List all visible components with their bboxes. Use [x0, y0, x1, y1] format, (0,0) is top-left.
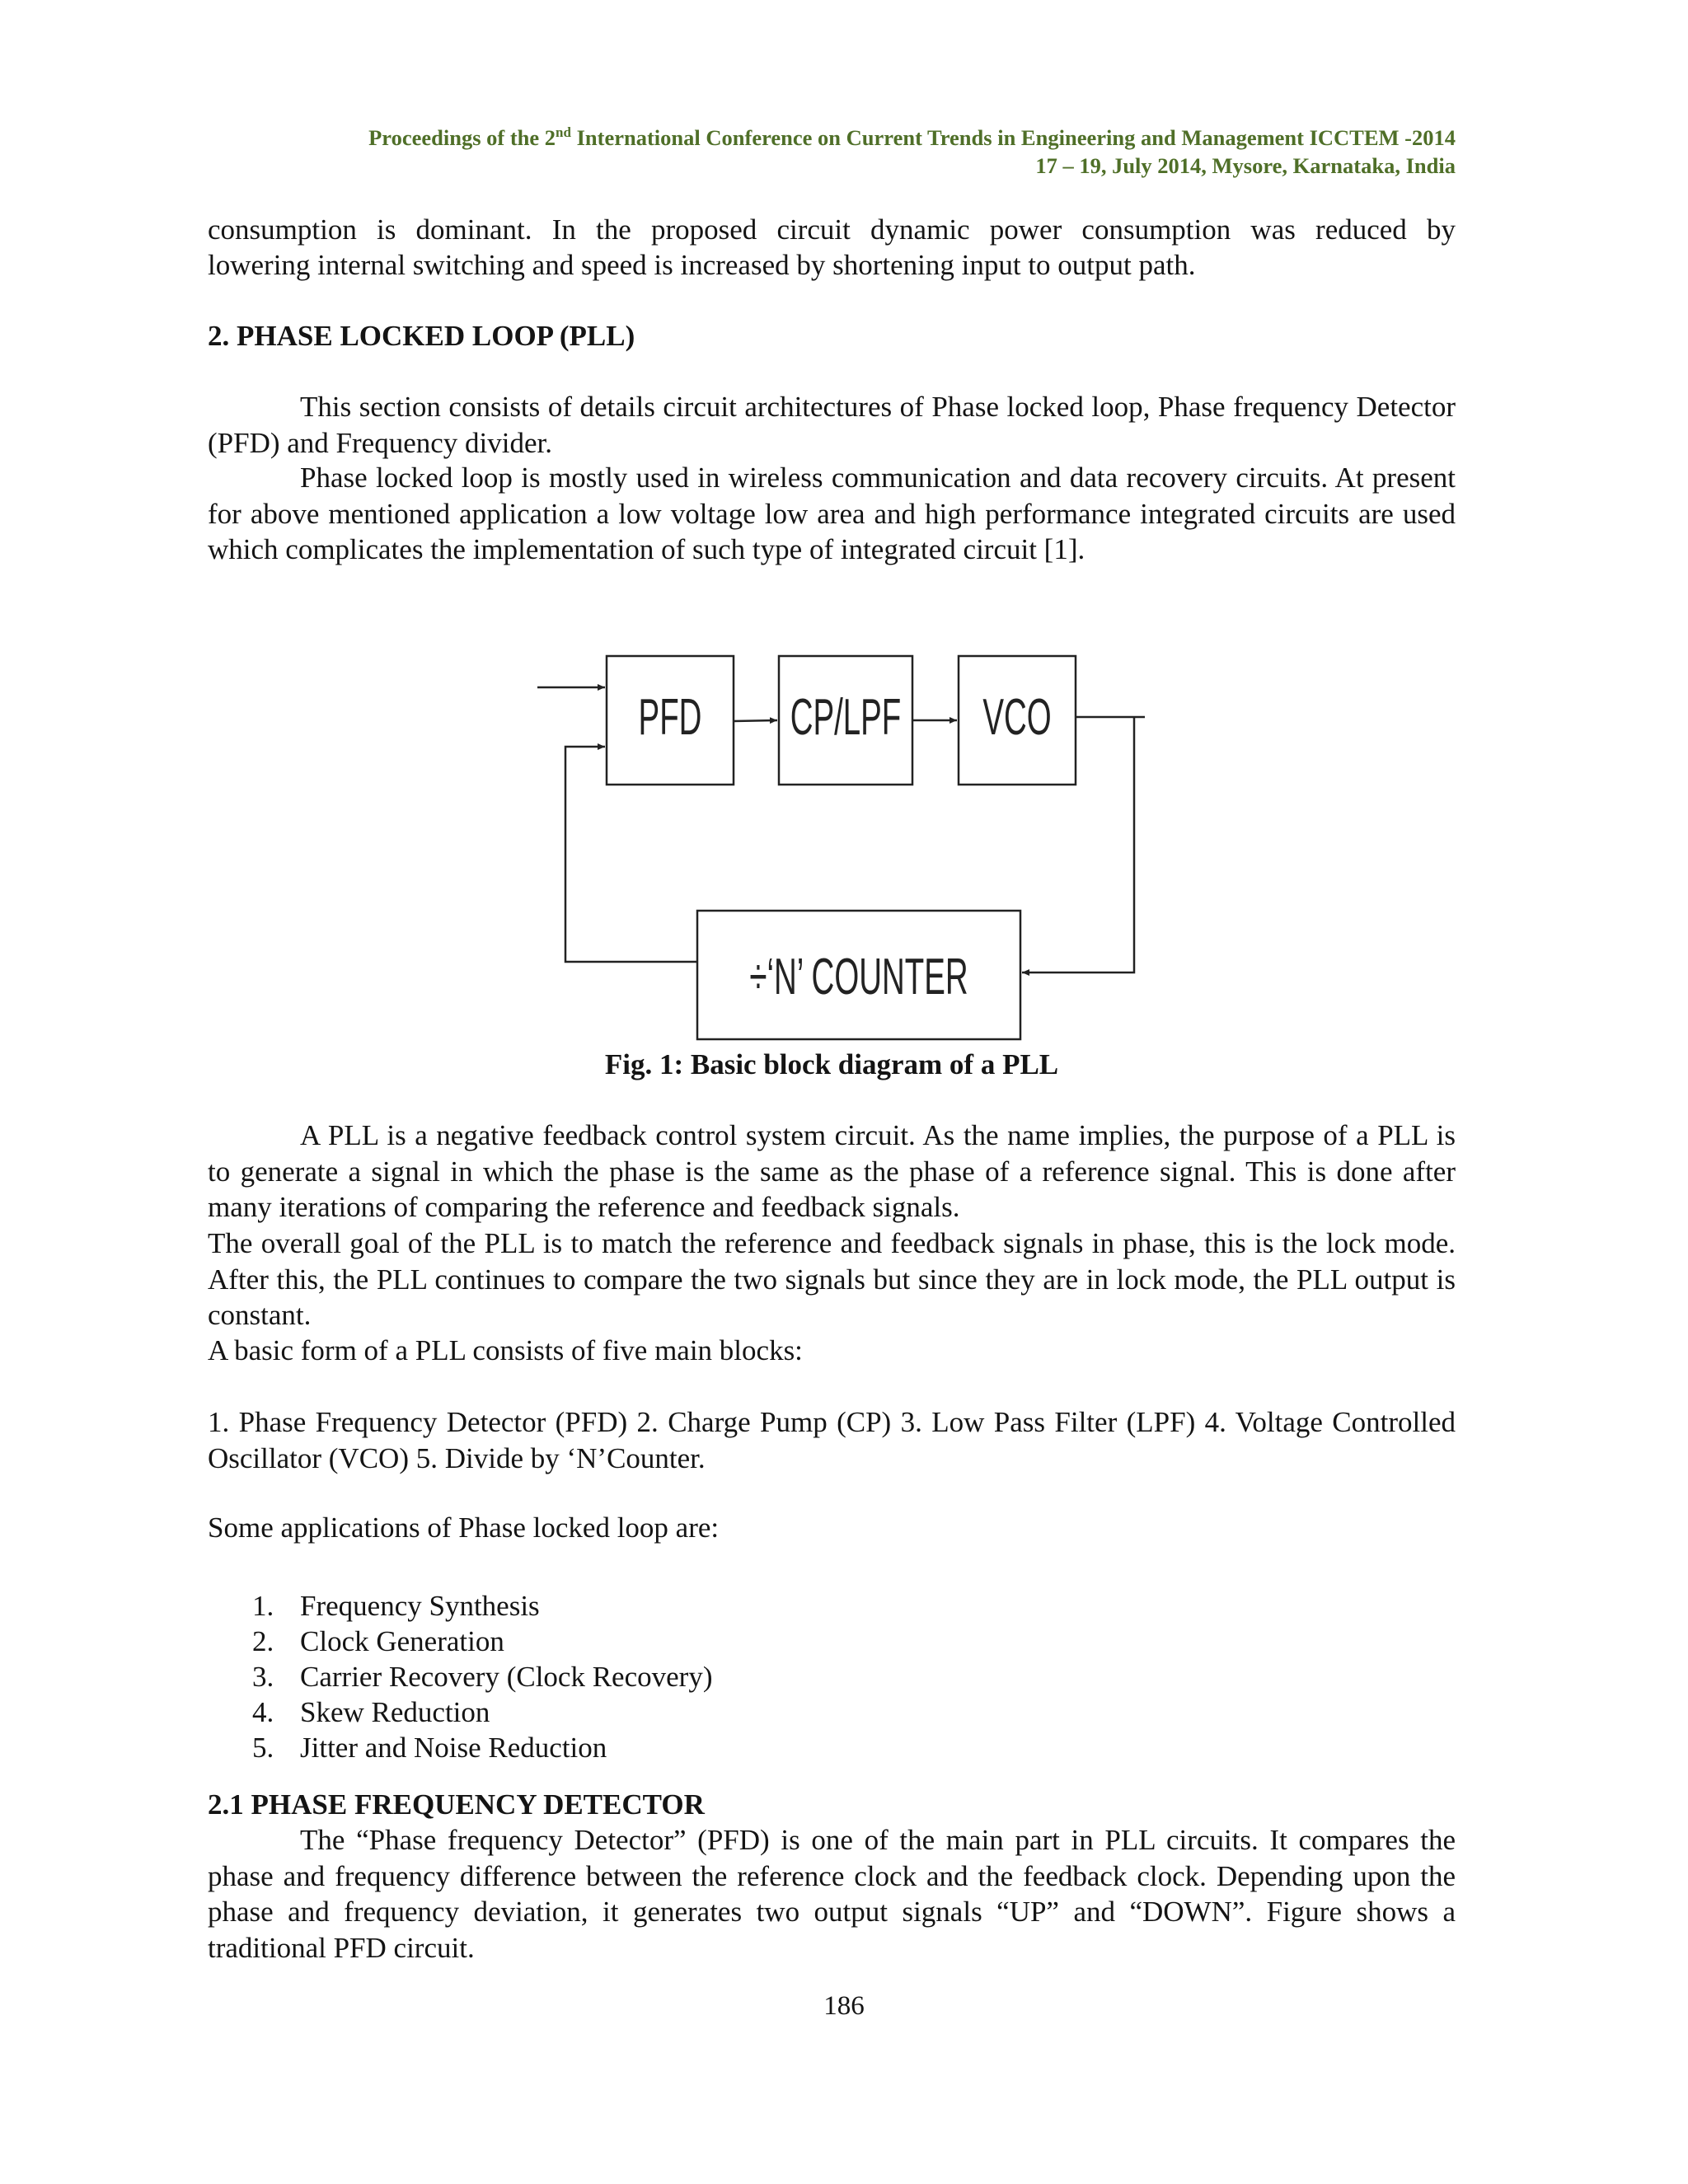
vco-label: VCO — [982, 687, 1052, 746]
paragraph-blocks-list: 1. Phase Frequency Detector (PFD) 2. Charge Pump (CP) 3. Low Pass Filter (LPF) 4. Voltage Controlled Oscillator (VCO) 5. Divide by ‘N’Counter. — [208, 1406, 1456, 1474]
list-item: 1. Frequency Synthesis — [252, 1590, 540, 1622]
section-heading-pfd: 2.1 PHASE FREQUENCY DETECTOR — [208, 1788, 705, 1821]
counter-to-pfd-line — [565, 747, 697, 962]
header-line-1: Proceedings of the 2nd International Conference on Current Trends in Engineering and Management ICCTEM -2014 — [368, 124, 1456, 150]
pll-block-diagram — [528, 635, 1170, 1055]
pfd-to-cplpf-line — [734, 720, 777, 721]
paragraph-applications-intro: Some applications of Phase locked loop are: — [208, 1511, 720, 1544]
paragraph-pll-definition: A PLL is a negative feedback control system circuit. As the name implies, the purpose of a PLL is to generate a signal in which the phase is the same as the phase of a reference signal. This is done after many iterations of comparing the reference and feedback signals. — [208, 1119, 1456, 1223]
page-number: 186 — [823, 1991, 865, 2021]
paragraph-pll-goal: The overall goal of the PLL is to match the reference and feedback signals in phase, this is the lock mode. After this, the PLL continues to compare the two signals but since they are in lock mode, the PLL output is constant. — [208, 1227, 1456, 1331]
applications-list — [252, 1588, 712, 1765]
paragraph-section-intro: This section consists of details circuit architectures of Phase locked loop, Phase frequency Detector (PFD) and Frequency divider. — [208, 391, 1456, 459]
paragraph-continuation-line-1: consumption is dominant. In the proposed circuit dynamic power consumption was reduced by — [208, 213, 1456, 246]
list-item: 3. Carrier Recovery (Clock Recovery) — [252, 1661, 713, 1693]
paragraph-pfd: The “Phase frequency Detector” (PFD) is one of the main part in PLL circuits. It compares the phase and frequency difference between the reference clock and the feedback clock. Depending upon the phase and frequency deviation, it generates two output signals “UP” and “DOWN”. Figure shows a traditional PFD circuit. — [208, 1824, 1456, 1964]
paragraph-pll-usage: Phase locked loop is mostly used in wireless communication and data recovery circuits. At present for above mentioned application a low voltage low area and high performance integrated circuits are used which complicates the implementation of such type of integrated circuit [1]. — [208, 462, 1456, 565]
running-header — [208, 124, 1456, 180]
list-item: 4. Skew Reduction — [252, 1696, 490, 1728]
header-line-2: 17 – 19, July 2014, Mysore, Karnataka, India — [1035, 153, 1456, 178]
pfd-label: PFD — [638, 687, 702, 746]
list-item: 2. Clock Generation — [252, 1625, 504, 1657]
figure-caption: Fig. 1: Basic block diagram of a PLL — [604, 1048, 1059, 1080]
counter-label: ÷‘N’ COUNTER — [749, 947, 968, 1005]
feedback-to-counter-line — [1022, 717, 1134, 972]
list-item: 5. Jitter and Noise Reduction — [252, 1732, 607, 1764]
paragraph-blocks-intro: A basic form of a PLL consists of five main blocks: — [208, 1334, 803, 1366]
cplpf-label: CP/LPF — [790, 687, 902, 746]
paragraph-continuation-line-2: lowering internal switching and speed is increased by shortening input to output path. — [208, 249, 1196, 281]
section-heading-pll: 2. PHASE LOCKED LOOP (PLL) — [208, 320, 635, 352]
